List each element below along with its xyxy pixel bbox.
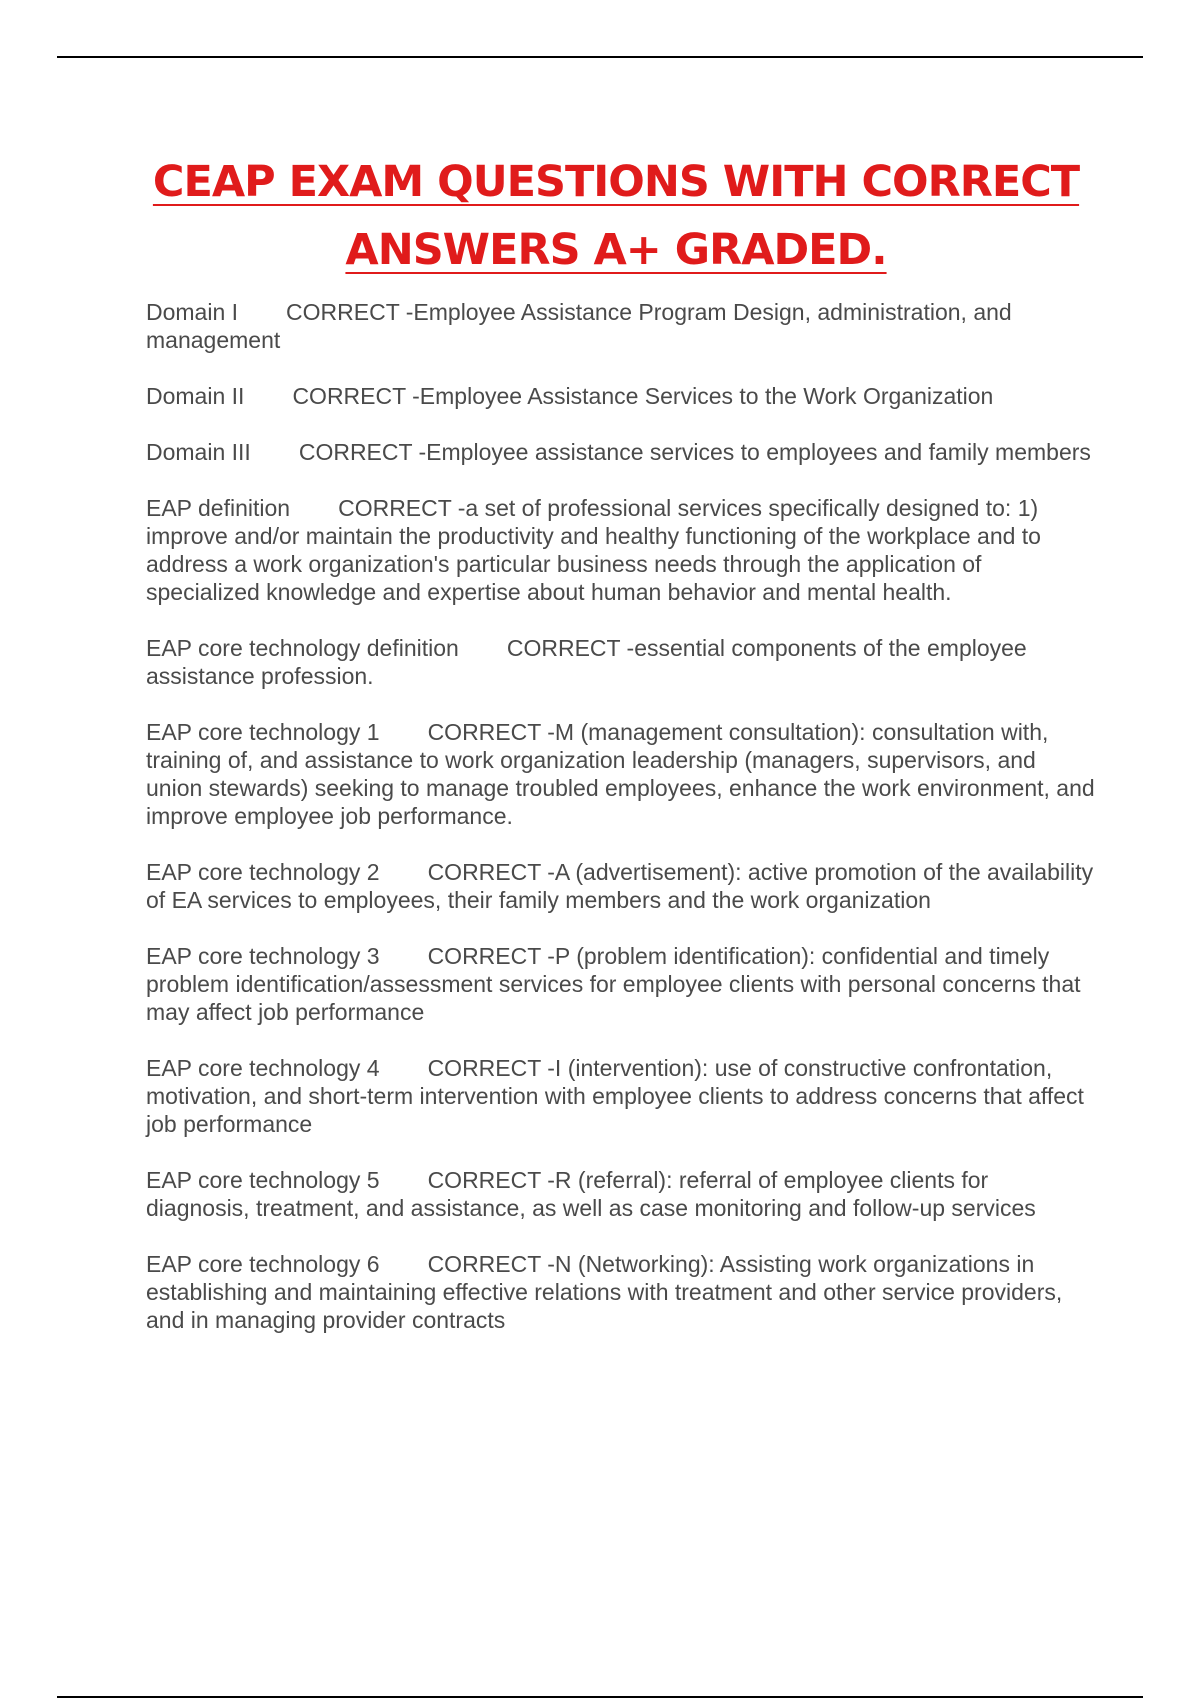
qa-entry-core-technology-3 (146, 942, 1096, 1026)
qa-term: EAP core technology 2 (146, 859, 380, 885)
qa-entry-core-technology-2 (146, 858, 1096, 914)
qa-term: EAP definition (146, 495, 291, 521)
bottom-rule (57, 1696, 1143, 1698)
qa-answer: CORRECT -R (referral): referral of employee clients for diagnosis, treatment, and assistance, as well as case monitoring and follow-up services (146, 1167, 1036, 1221)
title-line-2: ANSWERS A+ GRADED. (345, 225, 887, 275)
qa-list (146, 298, 1096, 1362)
qa-answer: CORRECT -A (advertisement): active promotion of the availability of EA services to employees, their family members and the work organization (146, 859, 1094, 913)
qa-answer: CORRECT -Employee Assistance Services to the Work Organization (292, 383, 994, 409)
qa-answer: CORRECT -I (intervention): use of constructive confrontation, motivation, and short-term intervention with employee clients to address concerns that affect job performance (146, 1055, 1084, 1137)
qa-answer: CORRECT -N (Networking): Assisting work organizations in establishing and maintaining effective relations with treatment and other service providers, and in managing provider contracts (146, 1251, 1063, 1333)
qa-term: EAP core technology 4 (146, 1055, 380, 1081)
qa-term: EAP core technology 1 (146, 719, 380, 745)
qa-entry-core-technology-6 (146, 1250, 1096, 1334)
qa-answer: CORRECT -essential components of the employee assistance profession. (146, 635, 1027, 689)
qa-entry-core-technology-4 (146, 1054, 1096, 1138)
qa-term: Domain III (146, 439, 251, 465)
qa-answer: CORRECT -a set of professional services specifically designed to: 1) improve and/or maintain the productivity and healthy functioning of the workplace and to address a work organization's particular business needs through the application of specialized knowledge and expertise about human behavior and mental health. (146, 495, 1041, 605)
qa-term: EAP core technology 5 (146, 1167, 380, 1193)
qa-answer: CORRECT -Employee assistance services to employees and family members (298, 439, 1091, 465)
page-title (60, 148, 1172, 284)
qa-entry-core-technology-1 (146, 718, 1096, 830)
qa-entry-domain-1 (146, 298, 1096, 354)
title-line-1: CEAP EXAM QUESTIONS WITH CORRECT (152, 157, 1080, 207)
qa-term: Domain II (146, 383, 245, 409)
qa-answer: CORRECT -P (problem identification): confidential and timely problem identification/assessment services for employee clients with personal concerns that may affect job performance (146, 943, 1081, 1025)
qa-answer: CORRECT -Employee Assistance Program Design, administration, and management (146, 299, 1012, 353)
qa-entry-eap-definition (146, 494, 1096, 606)
qa-entry-core-technology-definition (146, 634, 1096, 690)
qa-entry-domain-3 (146, 438, 1096, 466)
top-rule (57, 56, 1143, 58)
qa-entry-core-technology-5 (146, 1166, 1096, 1222)
qa-term: EAP core technology 3 (146, 943, 380, 969)
qa-term: Domain I (146, 299, 239, 325)
qa-entry-domain-2 (146, 382, 1096, 410)
qa-answer: CORRECT -M (management consultation): consultation with, training of, and assistance to work organization leadership (managers, supervisors, and union stewards) seeking to manage troubled employees, enhance the work environment, and improve employee job performance. (146, 719, 1095, 829)
qa-term: EAP core technology 6 (146, 1251, 380, 1277)
qa-term: EAP core technology definition (146, 635, 459, 661)
